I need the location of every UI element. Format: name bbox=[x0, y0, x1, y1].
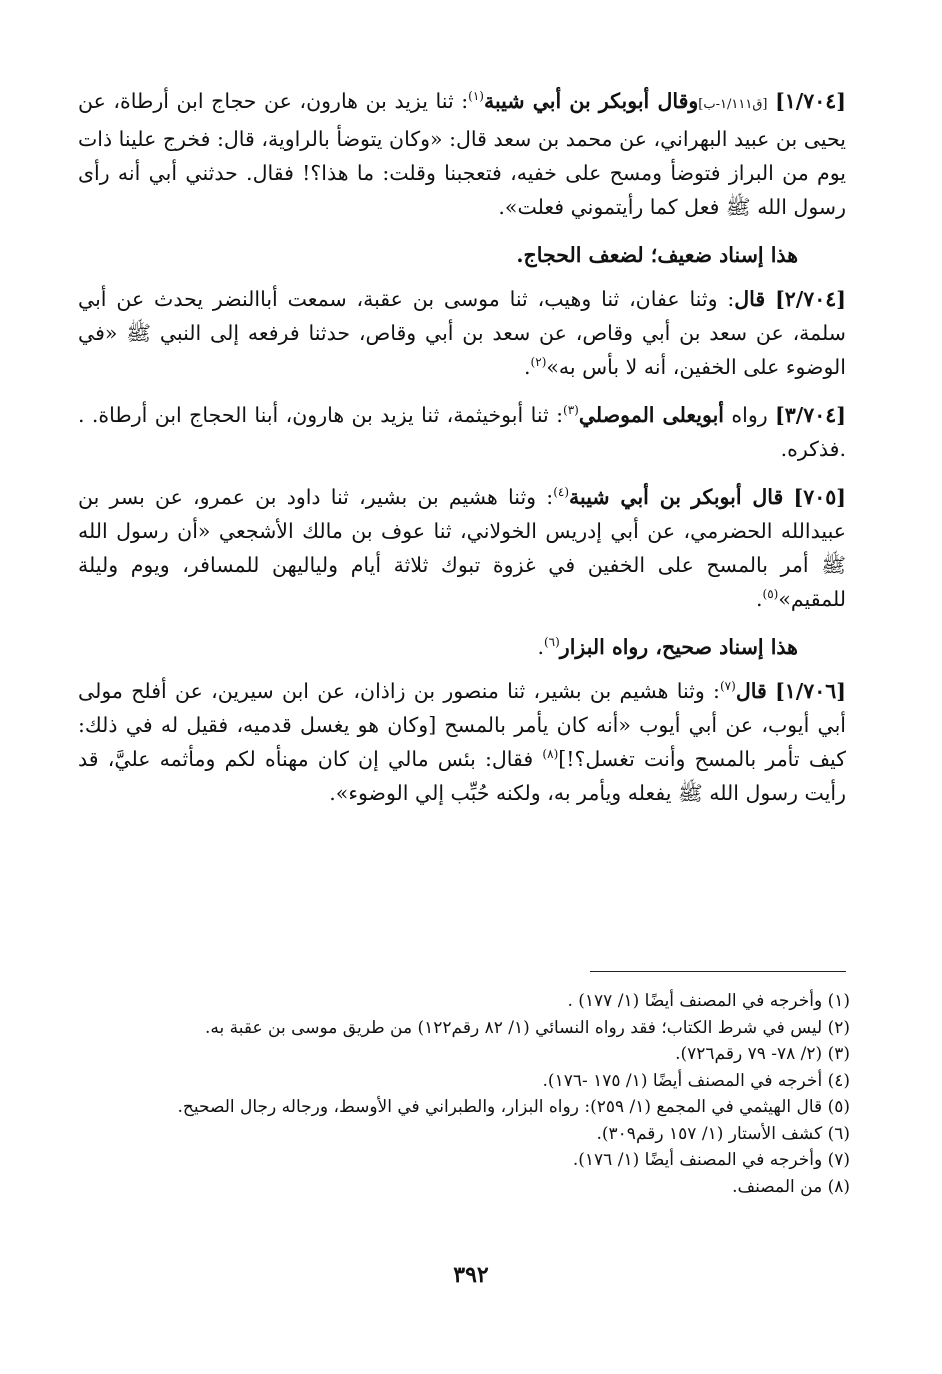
narrator-lead: وقال أبوبكر بن أبي شيبة bbox=[483, 89, 699, 113]
hadith-text: : ثنا أبوخيثمة، ثنا يزيد بن هارون، أبنا الحجاج ابن أرطاة. . .فذكره. bbox=[78, 403, 846, 461]
footnote: (١) وأخرجه في المصنف أيضًا (١/ ١٧٧) . bbox=[567, 991, 850, 1011]
hadith-number: [١/٧٠٦] bbox=[775, 679, 846, 703]
hadith-text: : وثنا هشيم بن بشير، ثنا منصور بن زاذان، عن ابن سيرين، عن أفلح مولى أبي أيوب، عن أبي أيوب «أنه كان يأمر بالمسح [وكان هو يغسل قدميه، فقيل له في ذلك: كيف تأمر بالمسح وأنت تغسل؟!] bbox=[78, 679, 846, 771]
verdict-line: هذا إسناد ضعيف؛ لضعف الحجاج. bbox=[516, 243, 798, 267]
sentence-end: . bbox=[756, 587, 763, 611]
sentence-end: . bbox=[524, 355, 531, 379]
narrator-lead: قال أبوبكر bbox=[691, 485, 784, 509]
footnote-marker: (١) bbox=[468, 89, 484, 104]
hadith-number: [١/٧٠٤] bbox=[775, 89, 846, 113]
narrator-lead-continued: بن أبي شيبة bbox=[569, 485, 682, 509]
footnote: (٧) وأخرجه في المصنف أيضًا (١/ ١٧٦). bbox=[572, 1150, 850, 1170]
footnote-marker: (٧) bbox=[719, 679, 736, 694]
hadith-text: : وثنا هشيم بن بشير، ثنا داود بن عمرو، عن بسر بن عبيدالله الحضرمي، عن أبي إدريس الخولاني، ثنا عوف بن مالك الأشجعي «أن رسول الله ﷺ أمر بالمسح على الخفين في غزوة تبوك ثلاثة أيام ولياليهن للمسافر، ويوم وليلة للمقيم» bbox=[78, 485, 846, 611]
footnote: (٨) من المصنف. bbox=[732, 1176, 850, 1197]
hadith-paragraph bbox=[78, 674, 846, 810]
narrator-lead: قال bbox=[735, 679, 767, 703]
hadith-paragraph bbox=[78, 398, 846, 466]
hadith-text-continued: فقال: بئس مالي إن كان مهنأه لكم ومأثمه عليَّ، قد رأيت رسول الله ﷺ يفعله ويأمر به، ولكنه حُبِّب إلي الوضوء». bbox=[78, 747, 846, 805]
hadith-paragraph bbox=[78, 480, 846, 616]
verdict-text: هذا إسناد صحيح، رواه البزار bbox=[559, 635, 798, 659]
hadith-number: [٣/٧٠٤] bbox=[775, 403, 846, 427]
verdict-line bbox=[78, 630, 798, 664]
footnote-marker: (٦) bbox=[543, 635, 560, 650]
main-text bbox=[78, 84, 846, 824]
footnote: (٤) أخرجه في المصنف أيضًا (١/ ١٧٥ -١٧٦). bbox=[542, 1070, 850, 1091]
page-number: ٣٩٢ bbox=[453, 1262, 489, 1288]
hadith-number: [٧٠٥] bbox=[793, 485, 846, 509]
sentence-end: . bbox=[537, 635, 544, 659]
manuscript-reference: [ق١/١١١-ب] bbox=[698, 97, 768, 112]
hadith-text: : وثنا عفان، ثنا وهيب، ثنا موسى بن عقبة، سمعت أباالنضر يحدث عن أبي سلمة، عن سعد بن أبي وقاص، عن سعد بن أبي وقاص، حدثنا فرفعه إلى النبي ﷺ «في الوضوء على الخفين، أنه لا بأس به» bbox=[78, 287, 846, 379]
footnote-marker: (٥) bbox=[762, 587, 779, 602]
narration-prefix: رواه bbox=[731, 403, 768, 427]
footnote-marker: (٣) bbox=[563, 403, 579, 418]
footnotes bbox=[78, 988, 850, 1200]
footnote: (٦) كشف الأستار (١/ ١٥٧ رقم٣٠٩). bbox=[596, 1123, 850, 1144]
hadith-paragraph bbox=[78, 282, 846, 384]
footnote-marker: (٢) bbox=[530, 355, 547, 370]
footnote: (٣) (٢/ ٧٨- ٧٩ رقم٧٢٦). bbox=[675, 1044, 850, 1064]
hadith-paragraph bbox=[78, 84, 846, 224]
footnote-marker: (٨) bbox=[542, 747, 559, 762]
footnote: (٢) ليس في شرط الكتاب؛ فقد رواه النسائي (١/ ٨٢ رقم١٢٢) من طريق موسى بن عقبة به. bbox=[204, 1017, 850, 1038]
footnote-separator bbox=[590, 971, 846, 972]
hadith-number: [٢/٧٠٤] bbox=[775, 287, 846, 311]
footnote-marker: (٤) bbox=[553, 485, 570, 500]
hadith-text: : ثنا يزيد بن هارون، عن حجاج ابن أرطاة، عن يحيى بن عبيد البهراني، عن محمد بن سعد قال: «وكان يتوضأ بالراوية، قال: فخرج علينا ذات يوم من البراز فتوضأ ومسح على خفيه، فتعجبنا وقلت: ما هذا؟! فقال. حدثني أبي أنه رأى رسول الله ﷺ فعل كما رأيتموني فعلت». bbox=[78, 89, 846, 219]
narrator-lead: أبويعلى الموصلي bbox=[578, 403, 724, 427]
narrator-lead: قال bbox=[734, 287, 766, 311]
footnote: (٥) قال الهيثمي في المجمع (١/ ٢٥٩): رواه البزار، والطبراني في الأوسط، ورجاله رجال الصحيح. bbox=[177, 1097, 850, 1117]
